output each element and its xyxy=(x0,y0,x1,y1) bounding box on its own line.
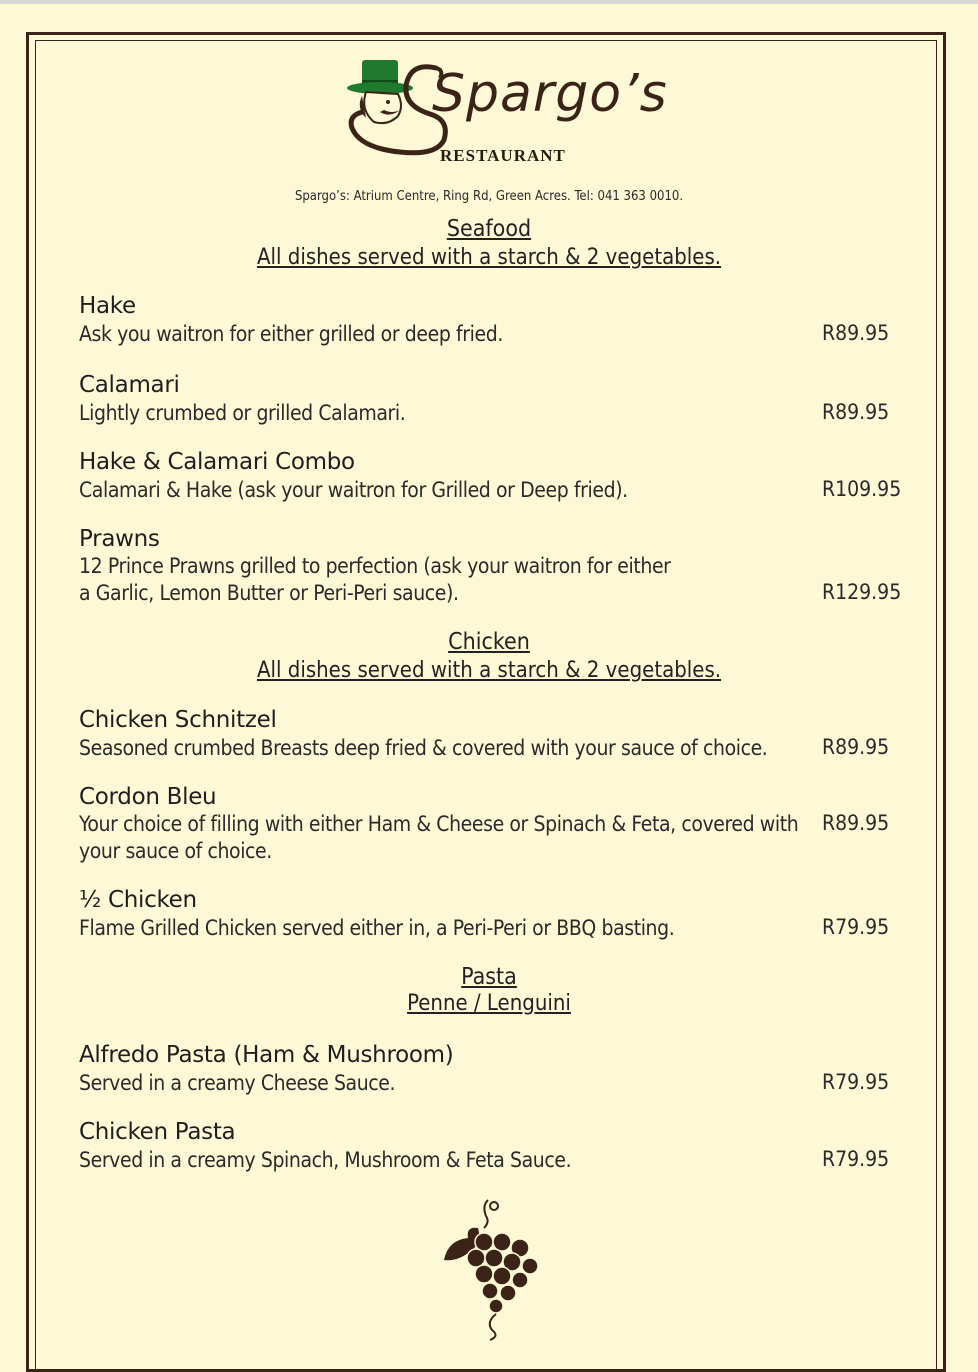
logo-subtitle: RESTAURANT xyxy=(440,146,566,165)
menu-item-price: R129.95 xyxy=(822,580,902,604)
menu-item-name: Alfredo Pasta (Ham & Mushroom) xyxy=(79,1042,454,1068)
menu-item-name: Chicken Pasta xyxy=(79,1119,236,1145)
menu-item-name: Cordon Bleu xyxy=(79,784,217,810)
menu-item-desc: Your choice of filling with either Ham & Cheese or Spinach & Feta, covered with xyxy=(79,812,799,836)
menu-item-desc: Seasoned crumbed Breasts deep fried & covered with your sauce of choice. xyxy=(79,736,768,760)
section-title-seafood: Seafood xyxy=(446,216,532,242)
menu-item-desc: Served in a creamy Spinach, Mushroom & Feta Sauce. xyxy=(79,1148,572,1172)
menu-item-desc-continued: a Garlic, Lemon Butter or Peri-Peri sauce). xyxy=(79,581,459,605)
menu-item-price: R89.95 xyxy=(822,811,890,835)
menu-item-price: R89.95 xyxy=(822,735,890,759)
section-title-chicken: Chicken xyxy=(448,629,530,655)
grapes-icon xyxy=(438,1196,542,1342)
section-subtitle-chicken: All dishes served with a starch & 2 vegetables. xyxy=(256,658,722,683)
menu-item-price: R89.95 xyxy=(822,321,890,345)
section-subtitle-seafood: All dishes served with a starch & 2 vegetables. xyxy=(256,245,722,270)
section-subtitle-pasta: Penne / Lenguini xyxy=(407,991,571,1016)
menu-item-price: R79.95 xyxy=(822,1147,890,1171)
menu-item-price: R79.95 xyxy=(822,915,890,939)
menu-item-price: R79.95 xyxy=(822,1070,890,1094)
top-divider xyxy=(0,0,978,4)
menu-item-desc: 12 Prince Prawns grilled to perfection (ask your waitron for either xyxy=(79,554,671,578)
menu-item-price: R89.95 xyxy=(822,400,890,424)
menu-item-desc-continued: your sauce of choice. xyxy=(79,839,272,863)
menu-item-desc: Ask you waitron for either grilled or deep fried. xyxy=(79,322,503,346)
menu-item-desc: Served in a creamy Cheese Sauce. xyxy=(79,1071,396,1095)
menu-item-name: Chicken Schnitzel xyxy=(79,707,277,733)
section-title-pasta: Pasta xyxy=(461,964,517,990)
menu-item-desc: Lightly crumbed or grilled Calamari. xyxy=(79,401,406,425)
menu-item-price: R109.95 xyxy=(822,477,902,501)
menu-item-name: Hake xyxy=(79,293,136,319)
menu-item-name: Hake & Calamari Combo xyxy=(79,449,355,475)
menu-item-name: Calamari xyxy=(79,372,180,398)
restaurant-address: Spargo’s: Atrium Centre, Ring Rd, Green Acres. Tel: 041 363 0010. xyxy=(294,189,684,204)
menu-item-desc: Calamari & Hake (ask your waitron for Grilled or Deep fried). xyxy=(79,478,628,502)
menu-item-name: ½ Chicken xyxy=(79,887,197,913)
logo-text: Spargo’s xyxy=(432,64,668,124)
menu-item-desc: Flame Grilled Chicken served either in, a Peri-Peri or BBQ basting. xyxy=(79,916,675,940)
menu-item-name: Prawns xyxy=(79,526,160,552)
